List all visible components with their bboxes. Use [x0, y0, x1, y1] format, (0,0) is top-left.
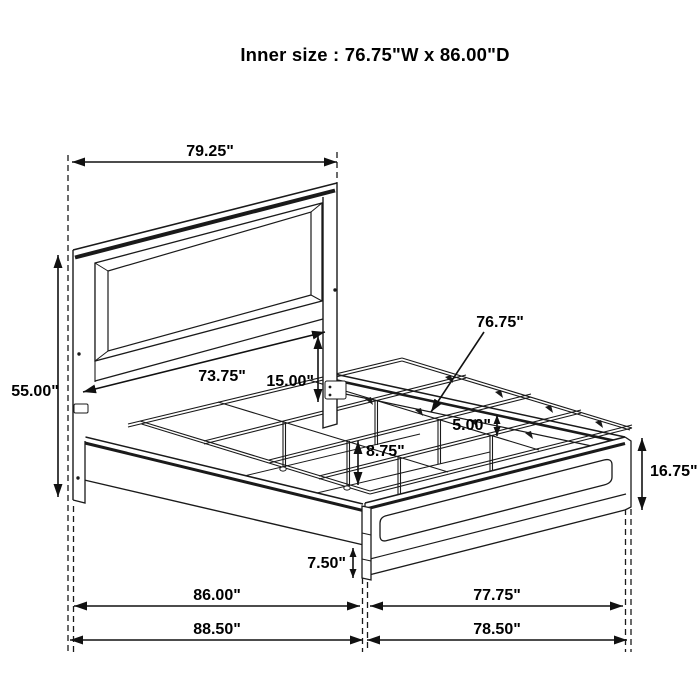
- dimension-footboard-height: [642, 438, 698, 510]
- support-leg: [375, 400, 378, 445]
- support-leg: [438, 419, 441, 464]
- bracket-hole: [329, 394, 332, 397]
- rail-bracket: [325, 381, 346, 399]
- footboard-near-post: [362, 506, 371, 580]
- support-leg: [283, 422, 286, 467]
- dimension-inner-depth: [74, 587, 360, 606]
- dim-label-headboard-to-rail-gap: 15.00": [266, 373, 314, 390]
- dimension-overall-width: [367, 621, 627, 640]
- dimension-rail-floor-clearance: [307, 548, 353, 578]
- screw-hole: [76, 476, 79, 479]
- screw-hole: [333, 288, 336, 291]
- dimension-overall-depth: [70, 621, 363, 640]
- dim-label-inner-width: 76.75": [476, 314, 524, 331]
- leg-glide: [344, 486, 350, 490]
- dim-label-overall-width: 78.50": [473, 621, 521, 638]
- dim-label-rail-floor-clearance: 7.50": [307, 555, 346, 572]
- leg-glide: [280, 467, 286, 471]
- screw-hole: [77, 352, 80, 355]
- dim-label-deck-drop: 5.00": [452, 417, 491, 434]
- dim-label-headboard-width: 79.25": [186, 143, 234, 160]
- dim-label-headboard-height: 55.00": [11, 383, 59, 400]
- bracket-hole: [329, 386, 332, 389]
- side-rail-left: [73, 434, 368, 546]
- dim-label-overall-depth: 88.50": [193, 621, 241, 638]
- dimension-headboard-height: [11, 255, 59, 497]
- dim-label-inner-depth: 86.00": [193, 587, 241, 604]
- diagram-title: Inner size : 76.75"W x 86.00"D: [240, 44, 510, 65]
- dim-label-footboard-span: 77.75": [473, 587, 521, 604]
- dimension-footboard-span: [370, 587, 623, 606]
- dim-label-support-leg-height: 8.75": [366, 443, 405, 460]
- support-leg: [347, 441, 350, 486]
- dimension-deck-drop: [452, 415, 497, 436]
- dimension-headboard-width: [72, 143, 337, 162]
- rail-bracket: [74, 404, 88, 413]
- dim-label-footboard-height: 16.75": [650, 463, 698, 480]
- dim-label-side-rail-length: 73.75": [198, 368, 246, 385]
